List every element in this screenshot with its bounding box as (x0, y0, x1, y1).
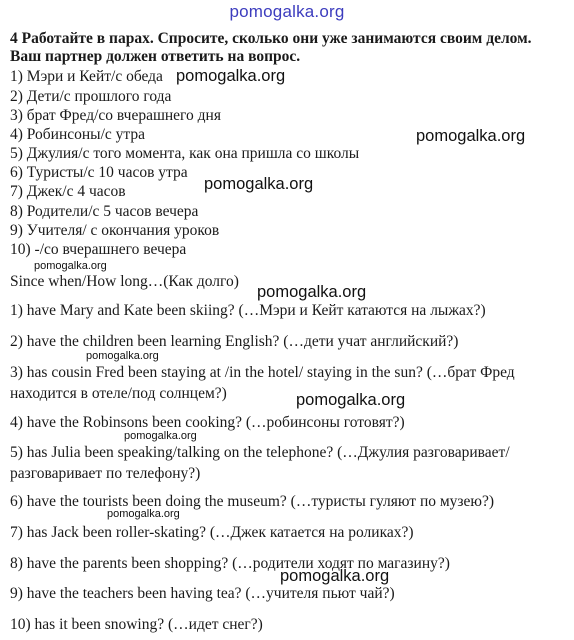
task-item: 2) Дети/с прошлого года (10, 88, 172, 105)
task-item: 4) Робинсоны/с утра (10, 126, 145, 143)
watermark: pomogalka.org (204, 175, 314, 193)
answer-item: 5) has Julia been speaking/talking on the telephone? (…Джулия разговаривает/разговаривает по телефону?) (10, 444, 510, 482)
task-item: 10) -/со вчерашнего вечера (10, 241, 187, 258)
answer-item: 9) have the teachers been having tea? (…учителя пьют чай?) (10, 585, 395, 602)
answer-item: 3) has cousin Fred been staying at /in the hotel/ staying in the sun? (…брат Фред находится в отеле/под солнцем?) (10, 364, 515, 402)
task-item: 5) Джулия/с того момента, как она пришла со школы (10, 145, 360, 162)
answer-item: 10) has it been snowing? (…идет снег?) (10, 616, 263, 633)
task-item: 3) брат Фред/со вчерашнего дня (10, 107, 221, 124)
since-line: Since when/How long…(Как долго) (10, 273, 239, 290)
answer-item: 8) have the parents been shopping? (…родители ходят по магазину?) (10, 555, 450, 572)
answer-item: 1) have Mary and Kate been skiing? (…Мэри и Кейт катаются на лыжах?) (10, 302, 486, 319)
task-item: 8) Родители/с 5 часов вечера (10, 203, 199, 220)
watermark: pomogalka.org (416, 127, 526, 145)
watermark: pomogalka.org (34, 260, 107, 272)
answer-item: 6) have the tourists been doing the museum? (…туристы гуляют по музею?) (10, 493, 495, 510)
task-item: 9) Учителя/ с окончания уроков (10, 222, 220, 239)
watermark: pomogalka.org (176, 67, 286, 85)
watermark: pomogalka.org (257, 283, 367, 301)
answer-item: 7) has Jack been roller-skating? (…Джек катается на роликах?) (10, 524, 414, 541)
exercise-heading: 4 Работайте в парах. Спросите, сколько они уже занимаются своим делом. Ваш партнер должен ответить на вопрос. (10, 30, 532, 65)
watermark: pomogalka.org (280, 567, 390, 585)
answer-item: 4) have the Robinsons been cooking? (…робинсоны готовят?) (10, 414, 405, 431)
task-item: 6) Туристы/с 10 часов утра (10, 164, 188, 181)
watermark: pomogalka.org (124, 430, 197, 442)
watermark: pomogalka.org (107, 508, 180, 520)
watermark: pomogalka.org (86, 350, 159, 362)
task-item: 1) Мэри и Кейт/с обеда (10, 68, 163, 85)
watermark-top: pomogalka.org (229, 2, 345, 21)
watermark: pomogalka.org (296, 391, 406, 409)
answer-item: 2) have the children been learning English? (…дети учат английский?) (10, 333, 459, 350)
task-item: 7) Джек/с 4 часов (10, 183, 126, 200)
